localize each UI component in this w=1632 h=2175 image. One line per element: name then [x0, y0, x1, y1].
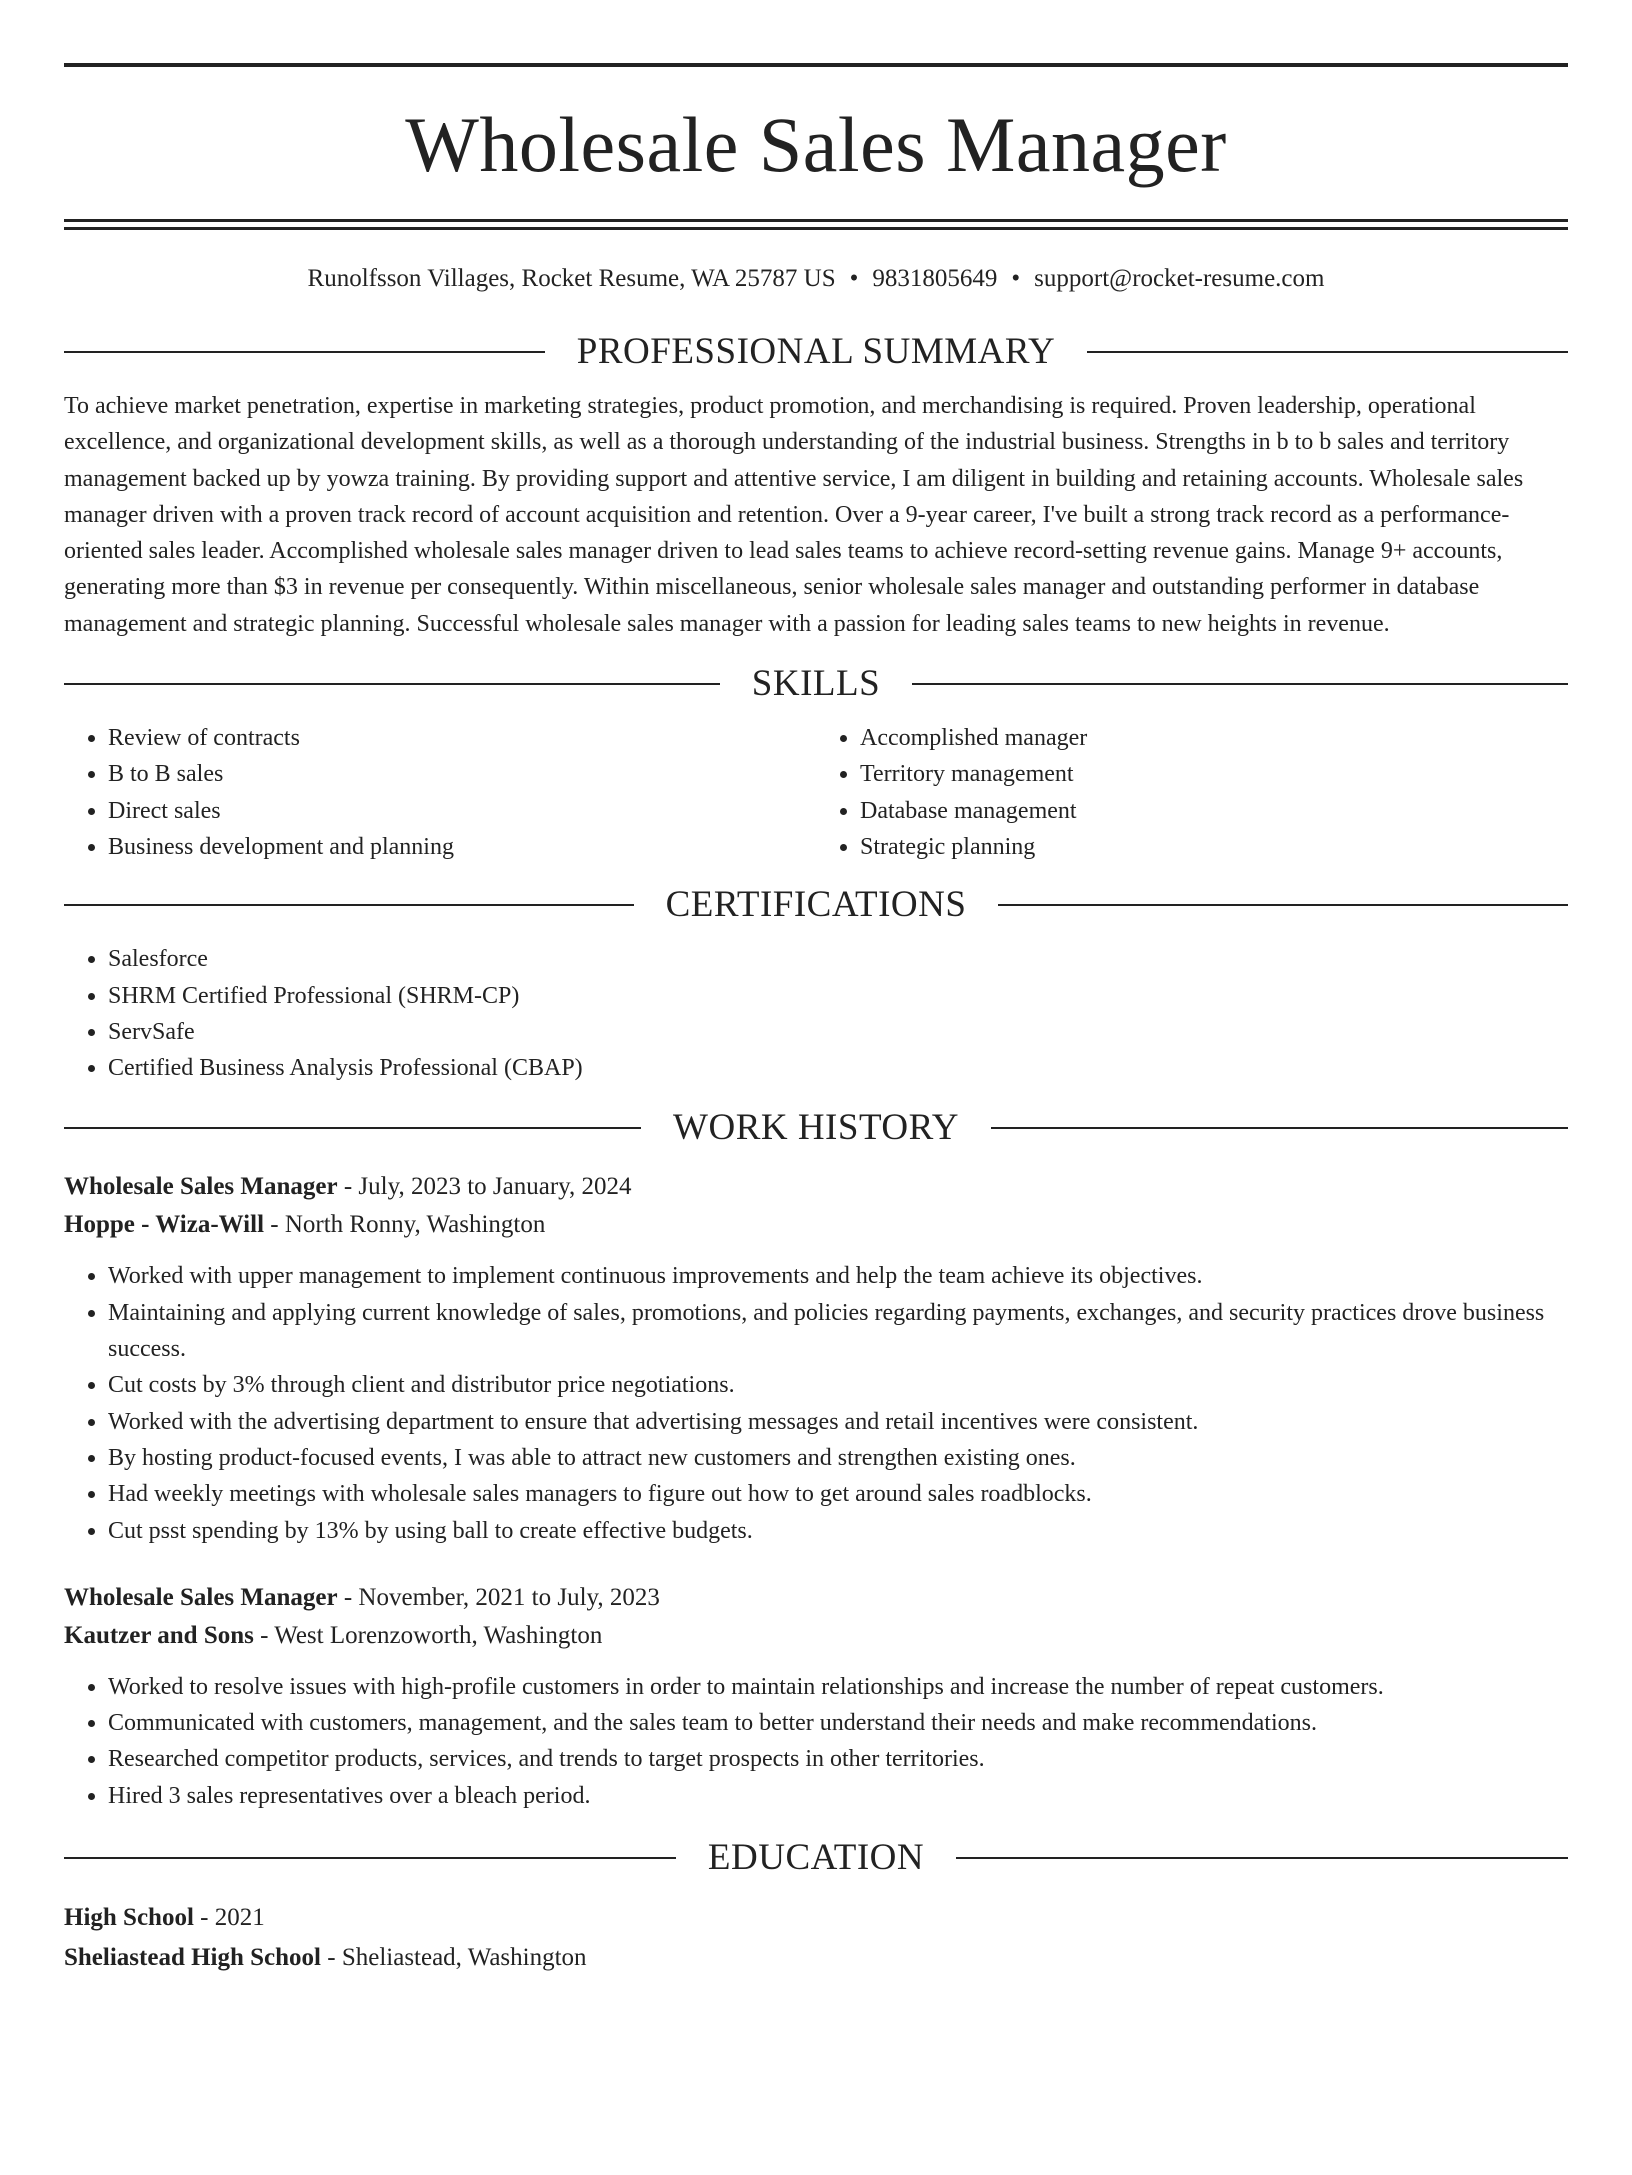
- certifications-heading-label: CERTIFICATIONS: [665, 884, 967, 926]
- job-company-line: [64, 1206, 1568, 1244]
- heading-rule: [1087, 351, 1568, 353]
- skill-item: • Database management: [860, 793, 1568, 829]
- skills-column-left: [64, 720, 816, 865]
- job-title-line: [64, 1579, 1568, 1617]
- work-heading-label: WORK HISTORY: [673, 1107, 959, 1149]
- job-bullet: • Researched competitor products, services, and trends to target prospects in other territories.: [108, 1741, 1568, 1777]
- skill-item: • Direct sales: [108, 793, 816, 829]
- certification-item: • Salesforce: [108, 941, 1568, 977]
- job-entry: [64, 1579, 1568, 1814]
- education-school-line: [64, 1938, 1568, 1978]
- education-section-heading: [64, 1836, 1568, 1880]
- heading-rule: [64, 1127, 641, 1129]
- job-company: Hoppe - Wiza-Will: [64, 1211, 265, 1239]
- resume-page: [0, 63, 1632, 2175]
- heading-rule: [912, 683, 1568, 685]
- certifications-section-heading: [64, 883, 1568, 927]
- job-location: - North Ronny, Washington: [264, 1211, 546, 1239]
- skills-list: [64, 720, 1568, 865]
- job-dates: - November, 2021 to July, 2023: [337, 1583, 660, 1611]
- education-school: Sheliastead High School: [64, 1944, 321, 1972]
- heading-rule: [998, 904, 1568, 906]
- job-title-line: [64, 1168, 1568, 1206]
- job-bullet: • Worked with upper management to implement continuous improvements and help the team achieve its objectives.: [108, 1258, 1568, 1294]
- page-title: Wholesale Sales Manager: [405, 101, 1227, 188]
- summary-text: To achieve market penetration, expertise in marketing strategies, product promotion, and merchandising is required. Proven leadership, operational excellence, and organizational development skills, as well as a thorough understanding of the industrial business. Strengths in b to b sales and territory management backed up by yowza training. By providing support and attentive service, I am diligent in building and retaining accounts. Wholesale sales manager driven with a proven track record of account acquisition and retention. Over a 9-year career, I've built a strong track record as a performance-oriented sales leader. Accomplished wholesale sales manager driven to lead sales teams to achieve record-setting revenue gains. Manage 9+ accounts, generating more than $3 in revenue per consequently. Within miscellaneous, senior wholesale sales manager and outstanding performer in database management and strategic planning. Successful wholesale sales manager with a passion for leading sales teams to new heights in revenue.: [64, 393, 1524, 637]
- contact-email: support@rocket-resume.com: [1034, 265, 1325, 292]
- contact-separator: •: [849, 265, 859, 292]
- job-bullet: • Cut costs by 3% through client and distributor price negotiations.: [108, 1367, 1568, 1403]
- summary-section-heading: [64, 330, 1568, 374]
- job-company-line: [64, 1617, 1568, 1655]
- skills-heading-label: SKILLS: [751, 663, 881, 705]
- job-bullet: • By hosting product-focused events, I was able to attract new customers and strengthen existing ones.: [108, 1440, 1568, 1476]
- education-year: - 2021: [193, 1904, 265, 1932]
- certification-item: • Certified Business Analysis Professional (CBAP): [108, 1050, 1568, 1086]
- certifications-list: [64, 941, 1568, 1086]
- job-location: - West Lorenzoworth, Washington: [253, 1621, 603, 1649]
- skills-section-heading: [64, 662, 1568, 706]
- title-double-rule: [64, 219, 1568, 230]
- skill-item: • Strategic planning: [860, 829, 1568, 865]
- contact-separator: •: [1011, 265, 1021, 292]
- heading-rule: [64, 904, 634, 906]
- job-bullet: • Hired 3 sales representatives over a bleach period.: [108, 1778, 1568, 1814]
- education-degree-line: [64, 1898, 1568, 1938]
- job-bullet: • Maintaining and applying current knowledge of sales, promotions, and policies regarding payments, exchanges, and security practices drove business success.: [108, 1295, 1568, 1368]
- certification-item: • SHRM Certified Professional (SHRM-CP): [108, 978, 1568, 1014]
- heading-rule: [64, 351, 545, 353]
- education-location: - Sheliastead, Washington: [321, 1944, 587, 1972]
- skill-item: • B to B sales: [108, 756, 816, 792]
- job-bullet: • Communicated with customers, management, and the sales team to better understand their needs and make recommendations.: [108, 1705, 1568, 1741]
- heading-rule: [64, 1857, 676, 1859]
- job-bullets: [64, 1669, 1568, 1814]
- contact-phone: 9831805649: [872, 265, 998, 292]
- skills-column-right: [816, 720, 1568, 865]
- top-rule: [64, 63, 1568, 67]
- skill-item: • Accomplished manager: [860, 720, 1568, 756]
- job-entry: [64, 1168, 1568, 1548]
- job-title: Wholesale Sales Manager: [64, 1173, 338, 1201]
- skill-item: • Business development and planning: [108, 829, 816, 865]
- certification-item: • ServSafe: [108, 1014, 1568, 1050]
- skill-item: • Review of contracts: [108, 720, 816, 756]
- education-degree: High School: [64, 1904, 194, 1932]
- job-bullets: [64, 1258, 1568, 1548]
- job-bullet: • Cut psst spending by 13% by using ball to create effective budgets.: [108, 1513, 1568, 1549]
- heading-rule: [64, 683, 720, 685]
- job-bullet: • Worked to resolve issues with high-profile customers in order to maintain relationships and increase the number of repeat customers.: [108, 1669, 1568, 1705]
- job-bullet: • Worked with the advertising department to ensure that advertising messages and retail incentives were consistent.: [108, 1404, 1568, 1440]
- heading-rule: [991, 1127, 1568, 1129]
- education-entry: [64, 1898, 1568, 1978]
- contact-line: [64, 262, 1568, 296]
- job-bullet: • Had weekly meetings with wholesale sales managers to figure out how to get around sales roadblocks.: [108, 1476, 1568, 1512]
- heading-rule: [956, 1857, 1568, 1859]
- skill-item: • Territory management: [860, 756, 1568, 792]
- job-dates: - July, 2023 to January, 2024: [337, 1173, 632, 1201]
- job-company: Kautzer and Sons: [64, 1621, 254, 1649]
- contact-address: Runolfsson Villages, Rocket Resume, WA 25787 US: [307, 265, 836, 292]
- job-title: Wholesale Sales Manager: [64, 1583, 338, 1611]
- work-section-heading: [64, 1106, 1568, 1150]
- summary-heading-label: PROFESSIONAL SUMMARY: [576, 331, 1056, 372]
- education-heading-label: EDUCATION: [707, 1837, 925, 1879]
